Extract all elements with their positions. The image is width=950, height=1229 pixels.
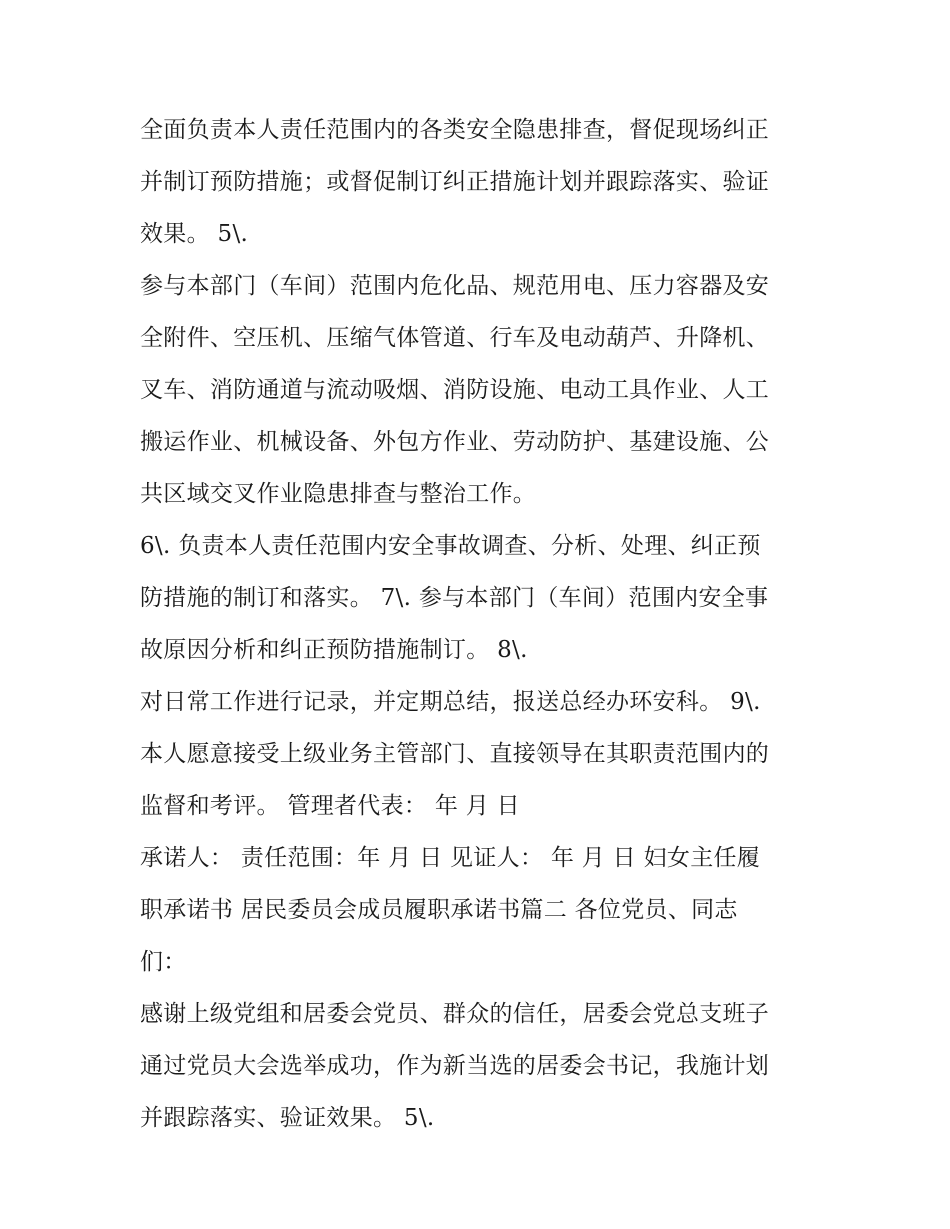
text-line: 故原因分析和纠正预防措施制订。 8\. [140,637,528,663]
text-line: 监督和考评。 管理者代表： 年 月 日 [140,793,520,819]
text-line: 搬运作业、机械设备、外包方作业、劳动防护、基建设施、公 [140,429,770,455]
text-line: 并跟踪落实、验证效果。 5\. [140,1105,435,1131]
text-line: 共区域交叉作业隐患排查与整治工作。 [140,481,537,507]
text-line: 承诺人： 责任范围：年 月 日 见证人： 年 月 日 妇女主任履 [140,845,761,871]
text-line: 6\. 负责本人责任范围内安全事故调查、分析、处理、纠正预 [140,533,761,559]
text-line: 效果。 5\. [140,221,249,247]
text-line: 们： [140,949,187,975]
text-line: 参与本部门（车间）范围内危化品、规范用电、压力容器及安 [140,273,770,299]
text-line: 全面负责本人责任范围内的各类安全隐患排查，督促现场纠正 [140,117,770,143]
text-line: 防措施的制订和落实。 7\. 参与本部门（车间）范围内安全事 [140,585,769,611]
text-line: 对日常工作进行记录，并定期总结，报送总经办环安科。 9\. [140,689,761,715]
text-line: 叉车、消防通道与流动吸烟、消防设施、电动工具作业、人工 [140,377,770,403]
document-body [140,104,830,1144]
text-line: 通过党员大会选举成功，作为新当选的居委会书记，我施计划 [140,1053,770,1079]
text-line: 本人愿意接受上级业务主管部门、直接领导在其职责范围内的 [140,741,770,767]
text-line: 全附件、空压机、压缩气体管道、行车及电动葫芦、升降机、 [140,325,770,351]
text-line: 感谢上级党组和居委会党员、群众的信任，居委会党总支班子 [140,1001,770,1027]
text-line: 职承诺书 居民委员会成员履职承诺书篇二 各位党员、同志 [140,897,738,923]
text-line: 并制订预防措施；或督促制订纠正措施计划并跟踪落实、验证 [140,169,770,195]
